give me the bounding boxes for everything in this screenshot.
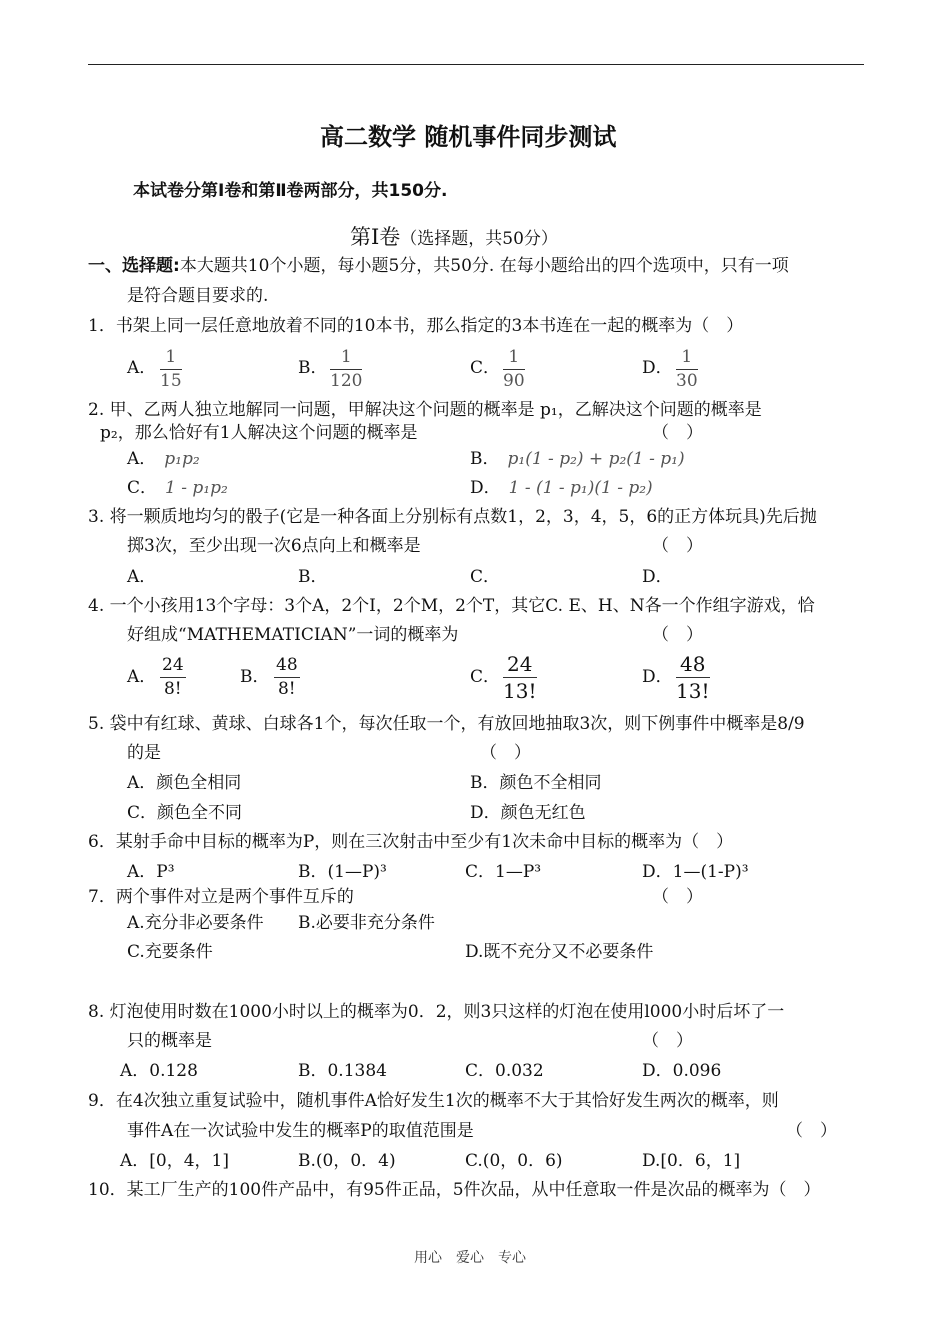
- q2-option-b: B． p₁(1 - p₂) + p₂(1 - p₁): [470, 449, 685, 469]
- q4-option-b-frac: $\frac{48}{8!}$: [276, 655, 298, 699]
- q7-paren: （ ）: [652, 887, 703, 907]
- q2-option-c: C． 1 - p₁p₂: [127, 478, 228, 498]
- q1-option-c-label: C．: [470, 358, 501, 378]
- section-heading: [350, 227, 558, 248]
- q4-option-a-label: A．: [127, 667, 157, 687]
- q3-option-c: C．: [470, 567, 501, 587]
- q9-option-a: A．[0，4，1]: [120, 1151, 229, 1171]
- q2-line1: 2. 甲、乙两人独立地解同一问题，甲解决这个问题的概率是 p₁，乙解决这个问题的概率是: [88, 400, 762, 420]
- q6-option-a: A．P³: [127, 862, 175, 882]
- q1-option-d-label: D．: [642, 358, 673, 378]
- part1-text: 本大题共10个小题，每小题5分，共50分. 在每小题给出的四个选项中，只有一项: [179, 256, 789, 276]
- part1-label: 一、选择题:: [88, 256, 180, 276]
- page-title: 高二数学 随机事件同步测试: [320, 123, 617, 151]
- q2-line2: p₂，那么恰好有1人解决这个问题的概率是: [100, 423, 418, 443]
- q8-line2: 只的概率是: [127, 1031, 212, 1051]
- q1-option-b-label: B．: [298, 358, 328, 378]
- section-sub: （选择题，共50分）: [400, 229, 558, 249]
- q6-option-b: B．(1—P)³: [298, 862, 387, 882]
- section-main: 第Ⅰ卷: [350, 225, 401, 249]
- q7-option-c: C.充要条件: [127, 942, 213, 962]
- q4-option-b-label: B．: [240, 667, 270, 687]
- q2-option-a: A． p₁p₂: [127, 449, 200, 469]
- q5-option-b: B．颜色不全相同: [470, 773, 602, 793]
- q8-option-d: D．0.096: [642, 1061, 722, 1081]
- q4-line1: 4. 一个小孩用13个字母：3个A，2个I，2个M，2个T，其它C. E、H、N各一个作组字游戏，恰: [88, 596, 815, 616]
- q1-option-a-frac: $\frac{1}{15}$: [160, 347, 182, 391]
- q8-line1: 8. 灯泡使用时数在1000小时以上的概率为0．2，则3只这样的灯泡在使用l000小时后坏了一: [88, 1002, 785, 1022]
- q5-option-a: A．颜色全相同: [127, 773, 242, 793]
- q8-option-a: A．0.128: [120, 1061, 198, 1081]
- q3-paren: （ ）: [652, 536, 703, 556]
- q5-paren: （ ）: [480, 743, 531, 763]
- q1-option-c-frac: $\frac{1}{90}$: [503, 347, 525, 391]
- q5-line1: 5. 袋中有红球、黄球、白球各1个，每次任取一个，有放回地抽取3次，则下例事件中概率是8/9: [88, 714, 805, 734]
- q9-option-c: C.(0，0．6): [465, 1151, 563, 1171]
- q6-text: 6．某射手命中目标的概率为P，则在三次射击中至少有1次未命中目标的概率为（ ）: [88, 832, 734, 852]
- q5-option-c: C．颜色全不同: [127, 803, 243, 823]
- q10-text: 10．某工厂生产的100件产品中，有95件正品，5件次品，从中任意取一件是次品的概率为（ ）: [88, 1180, 821, 1200]
- q3-option-d: D．: [642, 567, 673, 587]
- q6-option-d: D．1—(1-P)³: [642, 862, 749, 882]
- q4-line2: 好组成“MATHEMATICIAN”一词的概率为: [127, 625, 459, 645]
- part1-line1: [88, 258, 789, 275]
- q3-option-a: A．: [127, 567, 157, 587]
- q9-line2: 事件A在一次试验中发生的概率P的取值范围是: [127, 1121, 474, 1141]
- q6-option-c: C．1—P³: [465, 862, 542, 882]
- q1-text: 1．书架上同一层任意地放着不同的10本书，那么指定的3本书连在一起的概率为（ ）: [88, 316, 744, 336]
- intro-text: 本试卷分第Ⅰ卷和第Ⅱ卷两部分，共150分.: [133, 181, 448, 201]
- q1-option-b-frac: $\frac{1}{120}$: [330, 347, 363, 391]
- q4-option-a-frac: $\frac{24}{8!}$: [162, 655, 184, 699]
- q9-paren: （ ）: [786, 1121, 837, 1141]
- header-rule: [88, 64, 864, 65]
- q1-option-d-frac: $\frac{1}{30}$: [676, 347, 698, 391]
- q3-option-b: B．: [298, 567, 328, 587]
- q5-option-d: D．颜色无红色: [470, 803, 586, 823]
- q1-option-a-label: A．: [127, 358, 157, 378]
- q9-option-d: D.[0．6，1]: [642, 1151, 741, 1171]
- q4-option-c-frac: $\frac{24}{13!}$: [503, 652, 537, 703]
- q9-option-b: B.(0，0．4): [298, 1151, 396, 1171]
- q3-line2: 掷3次，至少出现一次6点向上和概率是: [127, 536, 421, 556]
- q4-paren: （ ）: [652, 625, 703, 645]
- q4-option-d-frac: $\frac{48}{13!}$: [676, 652, 710, 703]
- page-footer: 用心 爱心 专心: [414, 1250, 526, 1266]
- q8-paren: （ ）: [642, 1031, 693, 1051]
- part1-line2: 是符合题目要求的.: [127, 286, 269, 306]
- q3-line1: 3. 将一颗质地均匀的骰子(它是一种各面上分别标有点数1，2，3，4，5，6的正方体玩具)先后抛: [88, 507, 817, 527]
- q4-option-c-label: C．: [470, 667, 501, 687]
- q2-option-d: D． 1 - (1 - p₁)(1 - p₂): [470, 478, 653, 498]
- q5-line2: 的是: [127, 743, 161, 763]
- q7-option-d: D.既不充分又不必要条件: [465, 942, 654, 962]
- q7-option-b: B.必要非充分条件: [298, 913, 435, 933]
- q7-text: 7．两个事件对立是两个事件互斥的: [88, 887, 354, 907]
- q4-option-d-label: D．: [642, 667, 673, 687]
- q2-paren: （ ）: [652, 423, 703, 443]
- q7-option-a: A.充分非必要条件: [127, 913, 264, 933]
- q8-option-c: C．0.032: [465, 1061, 544, 1081]
- q9-line1: 9．在4次独立重复试验中，随机事件A恰好发生1次的概率不大于其恰好发生两次的概率，则: [88, 1091, 779, 1111]
- q8-option-b: B．0.1384: [298, 1061, 387, 1081]
